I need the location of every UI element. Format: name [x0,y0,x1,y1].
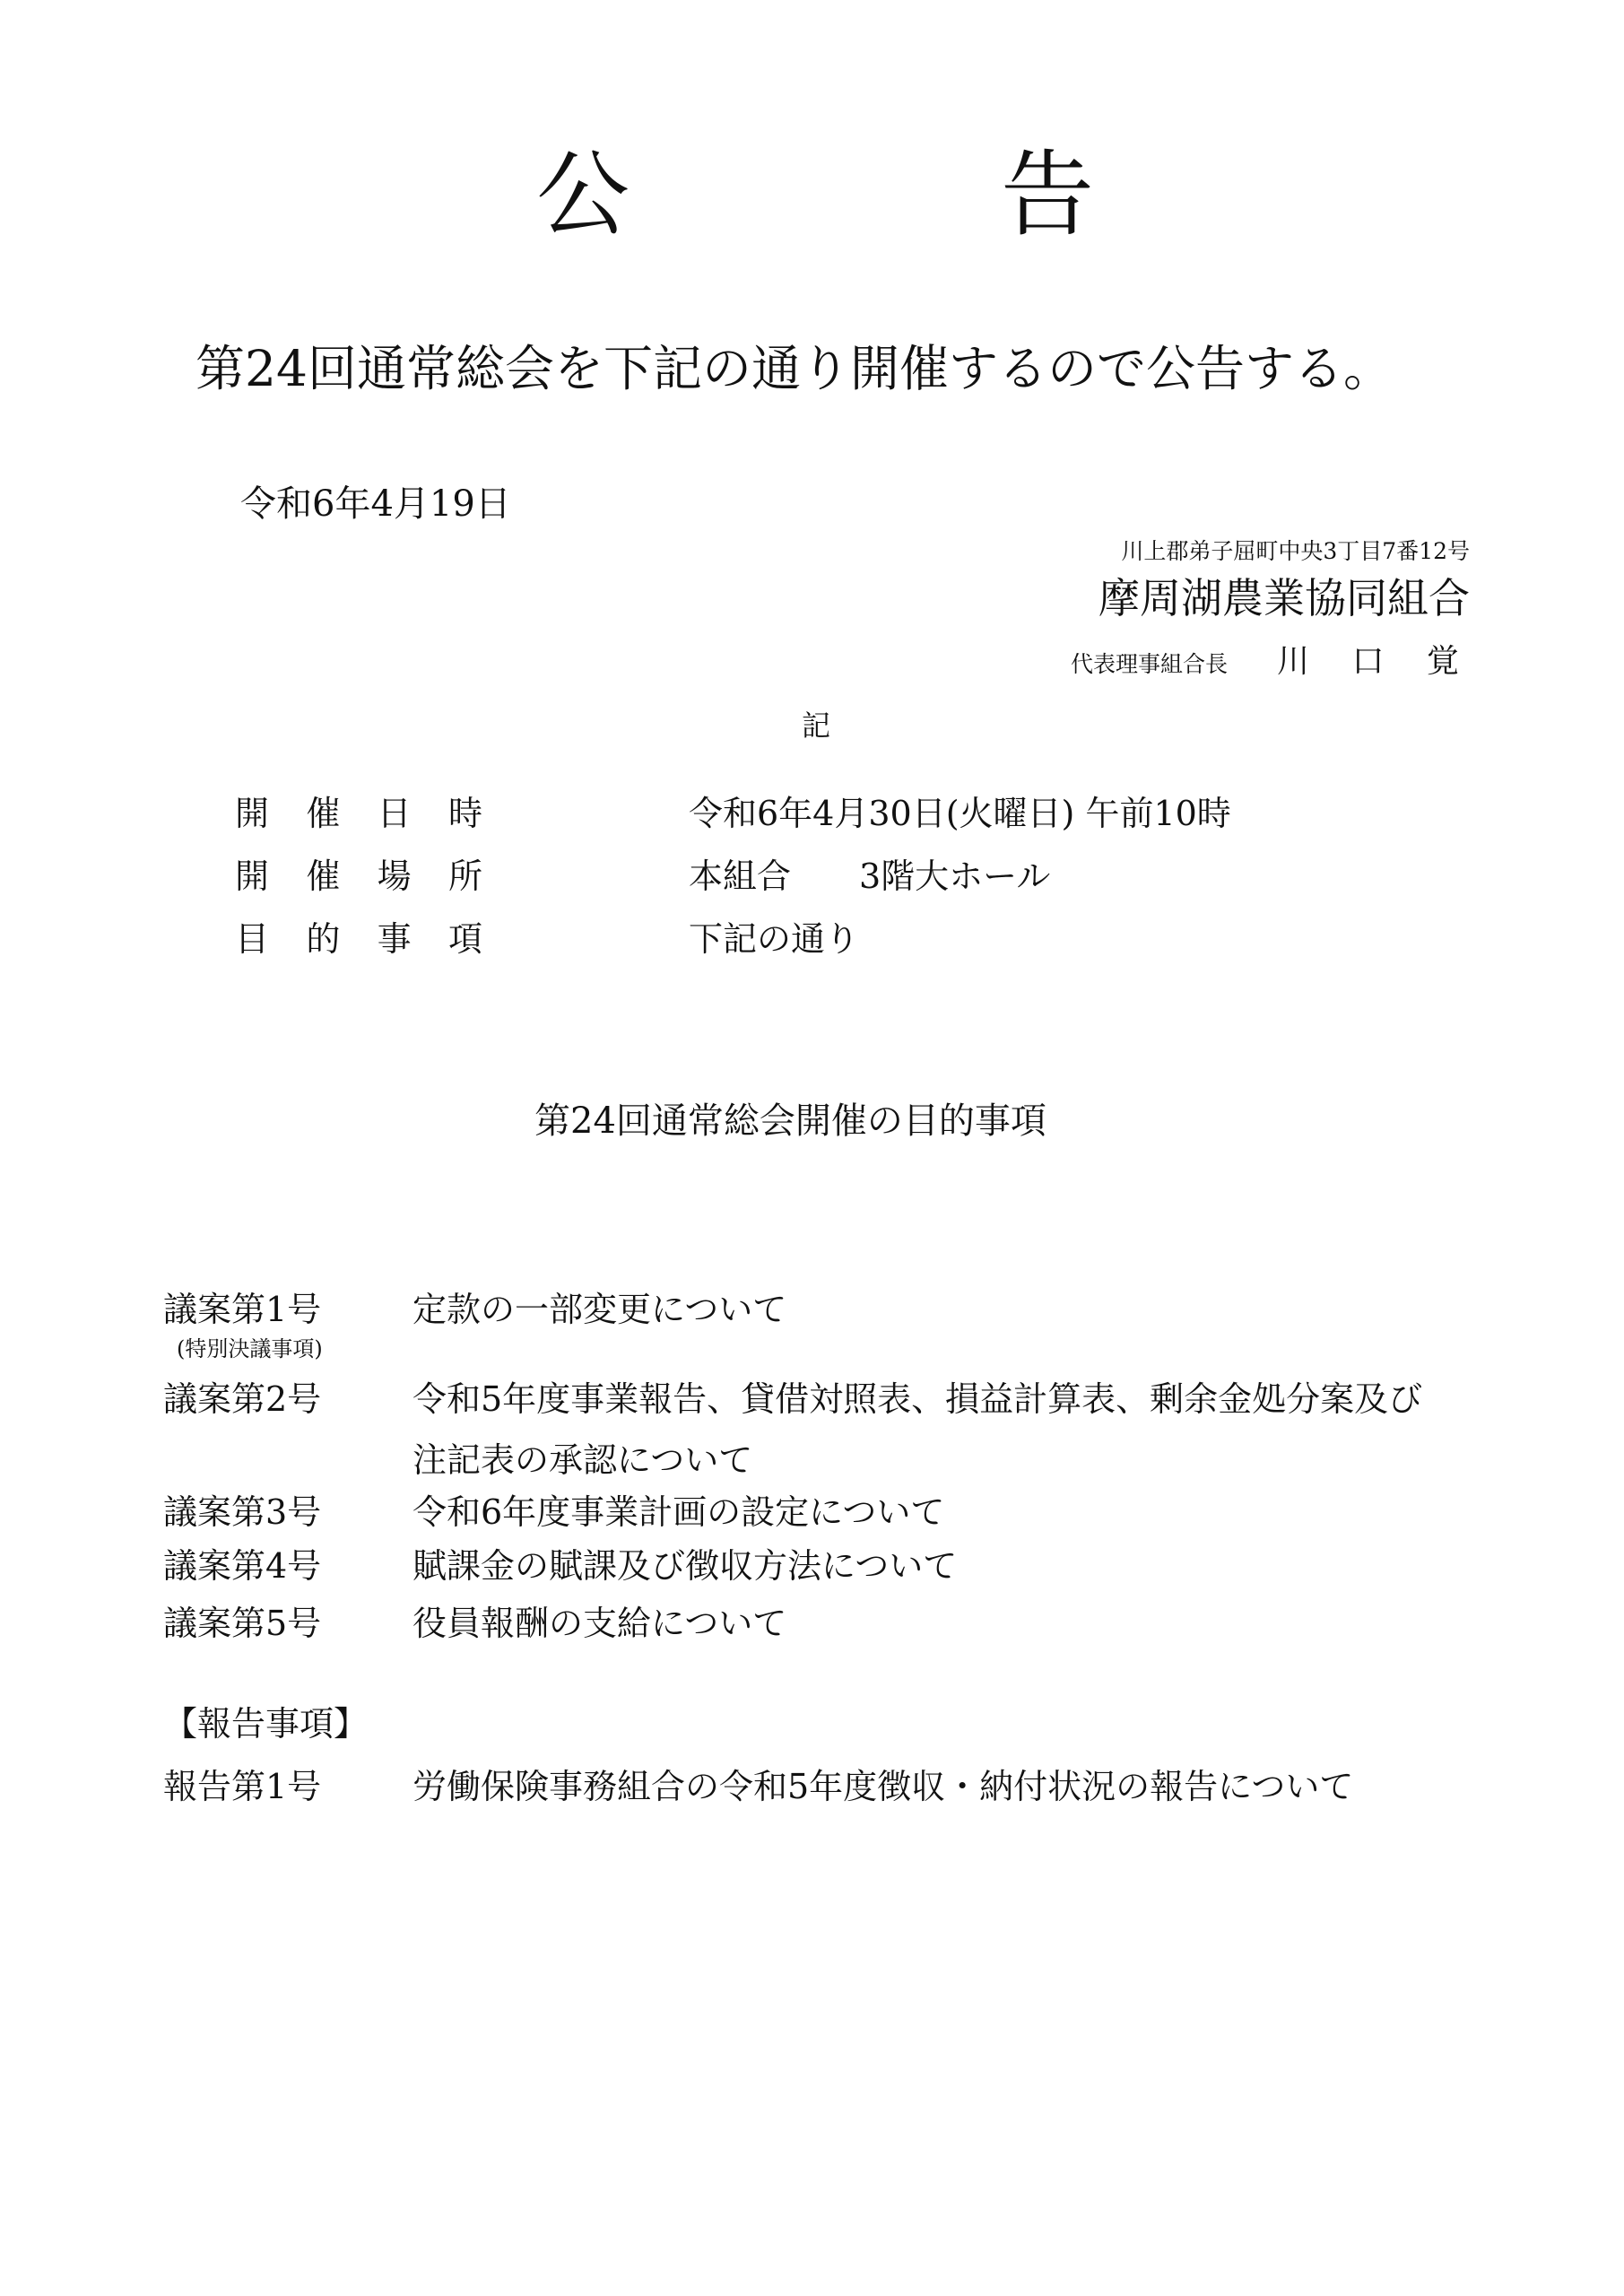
detail-row-venue [235,857,1050,898]
agenda-text-2-line-2: 注記表の承認について [413,1440,753,1480]
title-char-left: 公 [536,140,630,249]
agenda-text-3: 令和6年度事業計画の設定について [413,1492,945,1532]
detail-value: 下記の通り [689,919,860,959]
label-char: 開 [235,794,270,833]
notice-date: 令和6年4月19日 [240,483,511,525]
agenda-text-1: 定款の一部変更について [413,1290,787,1329]
detail-row-purpose [235,919,859,961]
agenda-text-5: 役員報酬の支給について [413,1604,787,1643]
label-char: 項 [447,919,482,959]
detail-value: 令和6年4月30日(火曜日) 午前10時 [689,794,1231,833]
label-char: 場 [377,857,412,896]
agenda-text-4: 賦課金の賦課及び徴収方法について [413,1546,958,1586]
notice-subtitle: 第24回通常総会を下記の通り開催するので公告する。 [195,340,1393,397]
label-char: 日 [377,794,412,833]
title-char-right: 告 [1001,140,1095,249]
agenda-number-1: 議案第1号 [163,1290,322,1329]
agenda-number-3: 議案第3号 [163,1492,322,1532]
issuer-organization: 摩周湖農業協同組合 [1099,574,1470,622]
agenda-number-5: 議案第5号 [163,1604,322,1643]
label-char: 事 [377,919,412,959]
detail-label [235,919,482,961]
label-char: 所 [447,857,482,896]
label-char: 時 [447,794,482,833]
ki-marker: 記 [802,709,831,743]
representative-name: 川 口 覚 [1277,643,1466,680]
agenda-number-4: 議案第4号 [163,1546,322,1586]
report-text-1: 労働保険事務組合の令和5年度徴収・納付状況の報告について [413,1767,1354,1806]
detail-value: 本組合 3階大ホール [689,857,1051,896]
reports-heading: 【報告事項】 [163,1704,369,1744]
purpose-heading: 第24回通常総会開催の目的事項 [534,1100,1046,1142]
agenda-note-special-resolution: (特別決議事項) [177,1336,323,1361]
issuer-address: 川上郡弟子屈町中央3丁目7番12号 [1121,538,1470,564]
detail-label [235,857,482,898]
label-char: 的 [306,919,341,959]
label-char: 催 [306,857,341,896]
label-char: 目 [235,919,270,959]
detail-row-datetime [235,794,1231,835]
label-char: 催 [306,794,341,833]
agenda-text-2-line-1: 令和5年度事業報告、貸借対照表、損益計算表、剰余金処分案及び [413,1379,1423,1419]
agenda-number-2: 議案第2号 [163,1379,322,1419]
representative-title: 代表理事組合長 [1071,651,1229,677]
detail-label [235,794,482,835]
report-number-1: 報告第1号 [163,1767,322,1806]
label-char: 開 [235,857,270,896]
